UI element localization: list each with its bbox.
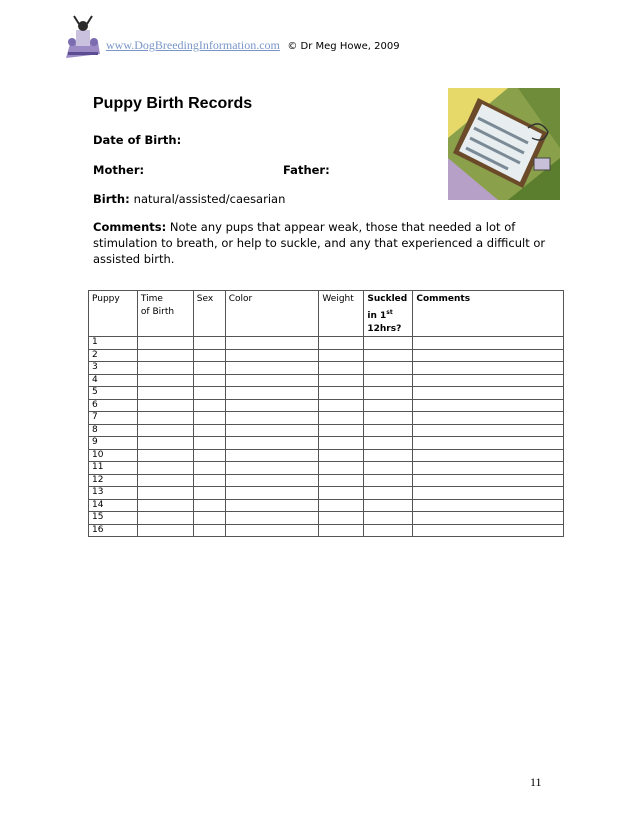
puppy-number-cell: 3 xyxy=(89,362,138,375)
table-row xyxy=(89,462,564,475)
blank-entry-cell[interactable] xyxy=(364,499,413,512)
blank-entry-cell[interactable] xyxy=(193,399,225,412)
table-row xyxy=(89,499,564,512)
header-suckled-line1: Suckled xyxy=(367,294,408,304)
blank-entry-cell[interactable] xyxy=(193,462,225,475)
puppy-number-cell: 8 xyxy=(89,424,138,437)
table-header-row xyxy=(89,291,564,337)
blank-entry-cell[interactable] xyxy=(225,424,319,437)
blank-entry-cell[interactable] xyxy=(364,387,413,400)
birth-label: Birth: xyxy=(93,192,130,206)
table-row xyxy=(89,362,564,375)
blank-entry-cell[interactable] xyxy=(364,424,413,437)
blank-entry-cell[interactable] xyxy=(225,512,319,525)
blank-entry-cell[interactable] xyxy=(137,412,193,425)
blank-entry-cell[interactable] xyxy=(137,449,193,462)
blank-entry-cell[interactable] xyxy=(193,424,225,437)
blank-entry-cell[interactable] xyxy=(193,412,225,425)
header-weight: Weight xyxy=(319,291,364,337)
blank-entry-cell[interactable] xyxy=(319,412,364,425)
table-row xyxy=(89,387,564,400)
blank-entry-cell[interactable] xyxy=(364,437,413,450)
blank-entry-cell[interactable] xyxy=(413,487,564,500)
blank-entry-cell[interactable] xyxy=(319,374,364,387)
blank-entry-cell[interactable] xyxy=(225,362,319,375)
date-of-birth-field xyxy=(93,133,181,147)
blank-entry-cell[interactable] xyxy=(137,399,193,412)
blank-entry-cell[interactable] xyxy=(137,462,193,475)
puppy-number-cell: 2 xyxy=(89,349,138,362)
blank-entry-cell[interactable] xyxy=(193,499,225,512)
header-time-line1: Time xyxy=(140,294,163,304)
blank-entry-cell[interactable] xyxy=(137,362,193,375)
blank-entry-cell[interactable] xyxy=(364,474,413,487)
table-row xyxy=(89,424,564,437)
blank-entry-cell[interactable] xyxy=(193,374,225,387)
puppy-number-cell: 9 xyxy=(89,437,138,450)
father-field xyxy=(283,163,330,177)
date-of-birth-label: Date of Birth: xyxy=(93,133,182,147)
copyright-text: © Dr Meg Howe, 2009 xyxy=(287,41,400,52)
birth-field xyxy=(93,192,285,206)
blank-entry-cell[interactable] xyxy=(319,424,364,437)
puppy-number-cell: 12 xyxy=(89,474,138,487)
blank-entry-cell[interactable] xyxy=(413,412,564,425)
blank-entry-cell[interactable] xyxy=(225,387,319,400)
header-sex: Sex xyxy=(193,291,225,337)
blank-entry-cell[interactable] xyxy=(225,337,319,350)
table-row xyxy=(89,487,564,500)
blank-entry-cell[interactable] xyxy=(319,337,364,350)
blank-entry-cell[interactable] xyxy=(137,387,193,400)
table-row xyxy=(89,412,564,425)
blank-entry-cell[interactable] xyxy=(193,349,225,362)
blank-entry-cell[interactable] xyxy=(364,349,413,362)
blank-entry-cell[interactable] xyxy=(137,437,193,450)
blank-entry-cell[interactable] xyxy=(413,437,564,450)
blank-entry-cell[interactable] xyxy=(364,487,413,500)
puppy-number-cell: 15 xyxy=(89,512,138,525)
blank-entry-cell[interactable] xyxy=(225,374,319,387)
blank-entry-cell[interactable] xyxy=(319,349,364,362)
blank-entry-cell[interactable] xyxy=(193,337,225,350)
blank-entry-cell[interactable] xyxy=(319,387,364,400)
blank-entry-cell[interactable] xyxy=(137,374,193,387)
blank-entry-cell[interactable] xyxy=(319,437,364,450)
blank-entry-cell[interactable] xyxy=(225,449,319,462)
table-row xyxy=(89,474,564,487)
comments-text: Note any pups that appear weak, those that needed a lot of stimulation to breath, or help to suckle, and any that experienced a difficult or assisted birth. xyxy=(93,220,546,266)
blank-entry-cell[interactable] xyxy=(137,349,193,362)
blank-entry-cell[interactable] xyxy=(413,349,564,362)
header-comments: Comments xyxy=(413,291,564,337)
blank-entry-cell[interactable] xyxy=(225,499,319,512)
blank-entry-cell[interactable] xyxy=(193,487,225,500)
blank-entry-cell[interactable] xyxy=(319,474,364,487)
header-suckled xyxy=(364,291,413,337)
blank-entry-cell[interactable] xyxy=(413,449,564,462)
blank-entry-cell[interactable] xyxy=(413,512,564,525)
mother-label: Mother: xyxy=(93,163,145,177)
mother-field xyxy=(93,163,144,177)
blank-entry-cell[interactable] xyxy=(413,337,564,350)
blank-entry-cell[interactable] xyxy=(364,362,413,375)
blank-entry-cell[interactable] xyxy=(137,424,193,437)
header-suckled-sup: st xyxy=(386,309,393,316)
puppy-number-cell: 7 xyxy=(89,412,138,425)
blank-entry-cell[interactable] xyxy=(225,474,319,487)
birth-value: natural/assisted/caesarian xyxy=(133,192,286,206)
blank-entry-cell[interactable] xyxy=(225,487,319,500)
blank-entry-cell[interactable] xyxy=(364,374,413,387)
blank-entry-cell[interactable] xyxy=(225,437,319,450)
blank-entry-cell[interactable] xyxy=(364,524,413,537)
header-color: Color xyxy=(225,291,319,337)
blank-entry-cell[interactable] xyxy=(413,462,564,475)
father-label: Father: xyxy=(283,163,330,177)
blank-entry-cell[interactable] xyxy=(225,412,319,425)
blank-entry-cell[interactable] xyxy=(193,449,225,462)
table-row xyxy=(89,449,564,462)
blank-entry-cell[interactable] xyxy=(193,387,225,400)
table-row xyxy=(89,512,564,525)
puppy-number-cell: 6 xyxy=(89,399,138,412)
blank-entry-cell[interactable] xyxy=(319,487,364,500)
blank-entry-cell[interactable] xyxy=(137,512,193,525)
puppy-number-cell: 13 xyxy=(89,487,138,500)
blank-entry-cell[interactable] xyxy=(193,474,225,487)
blank-entry-cell[interactable] xyxy=(319,462,364,475)
blank-entry-cell[interactable] xyxy=(319,362,364,375)
blank-entry-cell[interactable] xyxy=(413,524,564,537)
blank-entry-cell[interactable] xyxy=(225,462,319,475)
blank-entry-cell[interactable] xyxy=(413,362,564,375)
header-suckled-line2: in 1 xyxy=(367,311,387,321)
blank-entry-cell[interactable] xyxy=(137,337,193,350)
blank-entry-cell[interactable] xyxy=(413,499,564,512)
header-suckled-line3: 12hrs? xyxy=(367,324,402,334)
blank-entry-cell[interactable] xyxy=(364,399,413,412)
blank-entry-cell[interactable] xyxy=(364,412,413,425)
table-row xyxy=(89,337,564,350)
page-title: Puppy Birth Records xyxy=(93,95,253,112)
comments-paragraph xyxy=(93,219,563,267)
blank-entry-cell[interactable] xyxy=(137,499,193,512)
header-time-line2: of Birth xyxy=(140,307,175,317)
blank-entry-cell[interactable] xyxy=(364,449,413,462)
puppy-number-cell: 11 xyxy=(89,462,138,475)
page-number: 11 xyxy=(530,775,542,789)
page-header xyxy=(106,38,400,53)
blank-entry-cell[interactable] xyxy=(137,524,193,537)
blank-entry-cell[interactable] xyxy=(137,474,193,487)
table-row xyxy=(89,349,564,362)
blank-entry-cell[interactable] xyxy=(413,399,564,412)
blank-entry-cell[interactable] xyxy=(364,337,413,350)
blank-entry-cell[interactable] xyxy=(319,512,364,525)
blank-entry-cell[interactable] xyxy=(193,437,225,450)
puppy-number-cell: 10 xyxy=(89,449,138,462)
puppy-number-cell: 14 xyxy=(89,499,138,512)
blank-entry-cell[interactable] xyxy=(413,387,564,400)
table-row xyxy=(89,374,564,387)
comments-label: Comments: xyxy=(93,220,167,234)
table-row xyxy=(89,524,564,537)
blank-entry-cell[interactable] xyxy=(137,487,193,500)
blank-entry-cell[interactable] xyxy=(319,499,364,512)
blank-entry-cell[interactable] xyxy=(225,349,319,362)
blank-entry-cell[interactable] xyxy=(225,524,319,537)
puppy-number-cell: 16 xyxy=(89,524,138,537)
blank-entry-cell[interactable] xyxy=(193,512,225,525)
blank-entry-cell[interactable] xyxy=(413,424,564,437)
blank-entry-cell[interactable] xyxy=(319,449,364,462)
header-time-of-birth xyxy=(137,291,193,337)
puppy-records-table xyxy=(88,290,564,537)
blank-entry-cell[interactable] xyxy=(413,474,564,487)
header-puppy: Puppy xyxy=(89,291,138,337)
logo-image xyxy=(62,12,104,60)
blank-entry-cell[interactable] xyxy=(193,362,225,375)
blank-entry-cell[interactable] xyxy=(364,462,413,475)
blank-entry-cell[interactable] xyxy=(225,399,319,412)
blank-entry-cell[interactable] xyxy=(319,524,364,537)
site-link[interactable]: www.DogBreedingInformation.com xyxy=(106,38,280,52)
blank-entry-cell[interactable] xyxy=(364,512,413,525)
clipboard-icon xyxy=(448,88,560,200)
puppy-number-cell: 5 xyxy=(89,387,138,400)
puppy-number-cell: 4 xyxy=(89,374,138,387)
blank-entry-cell[interactable] xyxy=(319,399,364,412)
table-row xyxy=(89,399,564,412)
table-row xyxy=(89,437,564,450)
blank-entry-cell[interactable] xyxy=(193,524,225,537)
blank-entry-cell[interactable] xyxy=(413,374,564,387)
puppy-number-cell: 1 xyxy=(89,337,138,350)
